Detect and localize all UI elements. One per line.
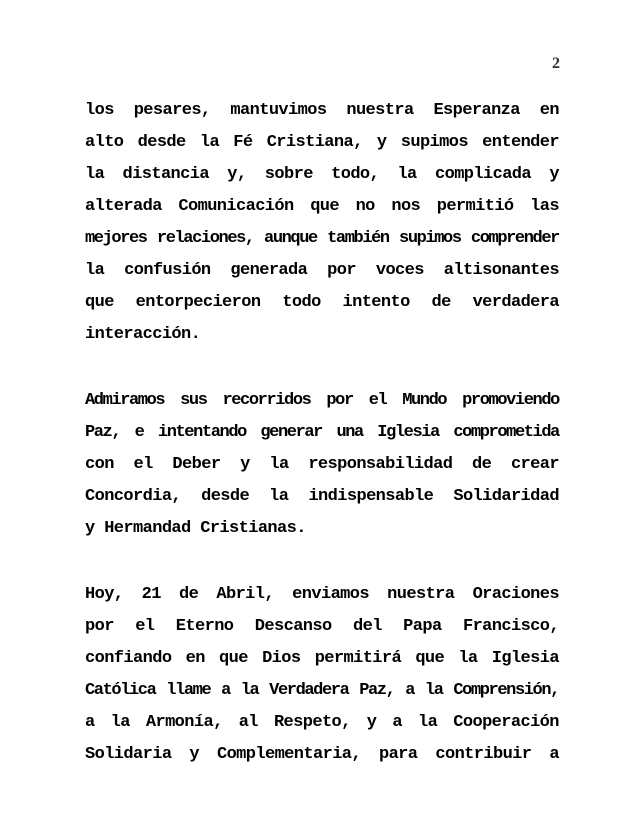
word: crear <box>510 455 559 474</box>
word: Deber <box>172 455 221 474</box>
word: generar <box>260 423 322 442</box>
word: Eterno <box>175 617 234 636</box>
word: nuestra <box>387 585 455 604</box>
word: el <box>135 617 155 636</box>
text-line <box>85 161 559 193</box>
word: por <box>85 617 114 636</box>
word: la <box>424 681 443 700</box>
word: el <box>133 455 153 474</box>
word: la <box>269 455 289 474</box>
word: todo, <box>331 165 380 184</box>
word: aunque <box>264 229 317 248</box>
word: llame <box>166 681 211 700</box>
word: Verdadera <box>269 681 349 700</box>
word: Admiramos <box>85 391 165 410</box>
word: permitió <box>436 197 514 216</box>
word: distancia <box>122 165 209 184</box>
word: y, <box>227 165 247 184</box>
word: la <box>458 649 478 668</box>
word: de <box>431 293 451 312</box>
word: voces <box>375 261 424 280</box>
word: comprometida <box>453 423 559 442</box>
word: al <box>238 713 258 732</box>
word: y <box>366 713 377 732</box>
text-line: y Hermandad Cristianas. <box>85 519 306 538</box>
word: Cooperación <box>453 713 559 732</box>
word: el <box>368 391 387 410</box>
word: y <box>189 745 199 764</box>
word: del <box>352 617 382 636</box>
word: Cristiana, <box>266 133 363 152</box>
word: supimos <box>400 133 468 152</box>
word: la <box>240 681 259 700</box>
word: Concordia, <box>85 487 182 506</box>
word: a <box>221 681 230 700</box>
word: de <box>472 455 492 474</box>
word: sobre <box>264 165 313 184</box>
word: complicada <box>434 165 532 184</box>
word: la <box>110 713 130 732</box>
word: no <box>355 197 375 216</box>
document-body <box>85 97 559 773</box>
word: Dios <box>262 649 301 668</box>
word: también <box>327 229 389 248</box>
word: a <box>85 713 95 732</box>
word: Solidaridad <box>453 487 559 506</box>
word: la <box>199 133 220 152</box>
word: Oraciones <box>472 585 559 604</box>
word: intento <box>342 293 410 312</box>
word: e <box>134 423 144 442</box>
word: Fé <box>233 133 253 152</box>
word: las <box>530 197 559 216</box>
word: responsabilidad <box>308 455 453 474</box>
text-line <box>85 709 559 741</box>
word: Católica <box>85 681 156 700</box>
word: supimos <box>399 229 461 248</box>
word: todo <box>282 293 321 312</box>
page-number: 2 <box>552 55 560 72</box>
word: la <box>397 165 417 184</box>
word: Mundo <box>402 391 447 410</box>
word: la <box>269 487 289 506</box>
paragraph-2 <box>85 387 559 547</box>
word: una <box>336 423 363 442</box>
text-line <box>85 97 559 129</box>
word: Paz, <box>359 681 395 700</box>
word: nuestra <box>346 101 414 120</box>
word: para <box>378 745 418 764</box>
text-line <box>85 289 559 321</box>
word: en <box>539 101 559 120</box>
word: contribuir <box>435 745 532 764</box>
word: desde <box>201 487 250 506</box>
word: a <box>549 745 559 764</box>
word: Paz, <box>85 423 121 442</box>
word: Complementaria, <box>216 745 361 764</box>
word: mantuvimos <box>230 101 327 120</box>
text-line <box>85 225 559 257</box>
word: de <box>178 585 199 604</box>
word: enviamos <box>292 585 369 604</box>
word: Hoy, <box>85 585 124 604</box>
word: Esperanza <box>433 101 520 120</box>
word: confiando <box>85 649 172 668</box>
word: Respeto, <box>273 713 351 732</box>
word: y <box>240 455 250 474</box>
word: comprender <box>470 229 559 248</box>
word: la <box>85 261 105 280</box>
word: sus <box>180 391 207 410</box>
word: los <box>85 101 114 120</box>
word: confusión <box>124 261 211 280</box>
word: con <box>85 455 114 474</box>
text-line <box>85 483 559 515</box>
word: generada <box>230 261 308 280</box>
text-line <box>85 451 559 483</box>
word: recorridos <box>222 391 311 410</box>
paragraph-3 <box>85 581 559 773</box>
text-line <box>85 419 559 451</box>
word: por <box>326 391 353 410</box>
word: verdadera <box>472 293 559 312</box>
word: Iglesia <box>377 423 439 442</box>
word: desde <box>137 133 186 152</box>
text-line <box>85 677 559 709</box>
word: intentando <box>157 423 246 442</box>
word: Comunicación <box>178 197 294 216</box>
text-line <box>85 613 559 645</box>
word: relaciones, <box>156 229 254 248</box>
word: la <box>85 165 105 184</box>
word: que <box>415 649 445 668</box>
word: Descanso <box>254 617 332 636</box>
word: altisonantes <box>443 261 559 280</box>
text-line <box>85 129 559 161</box>
word: indispensable <box>308 487 434 506</box>
text-line: interacción. <box>85 325 201 344</box>
word: pesares, <box>133 101 211 120</box>
text-line <box>85 257 559 289</box>
word: Francisco, <box>462 617 559 636</box>
word: nos <box>391 197 421 216</box>
word: 21 <box>141 585 161 604</box>
word: entorpecieron <box>135 293 261 312</box>
word: y <box>549 165 559 184</box>
word: entender <box>482 133 559 152</box>
word: Armonía, <box>145 713 223 732</box>
word: en <box>185 649 205 668</box>
word: Iglesia <box>491 649 559 668</box>
word: promoviendo <box>462 391 559 410</box>
word: alterada <box>85 197 162 216</box>
word: que <box>219 649 248 668</box>
text-line <box>85 387 559 419</box>
text-line <box>85 741 559 773</box>
paragraph-1 <box>85 97 559 353</box>
word: permitirá <box>314 649 402 668</box>
text-line <box>85 193 559 225</box>
word: por <box>327 261 356 280</box>
word: y <box>376 133 387 152</box>
text-line <box>85 581 559 613</box>
text-line <box>85 645 559 677</box>
word: que <box>310 197 339 216</box>
word: Comprensión, <box>453 681 559 700</box>
word: mejores <box>85 229 147 248</box>
word: la <box>418 713 438 732</box>
word: Abril, <box>216 585 274 604</box>
word: alto <box>85 133 124 152</box>
word: a <box>405 681 415 700</box>
word: que <box>85 293 114 312</box>
word: Papa <box>403 617 442 636</box>
word: Solidaria <box>85 745 172 764</box>
word: a <box>392 713 403 732</box>
